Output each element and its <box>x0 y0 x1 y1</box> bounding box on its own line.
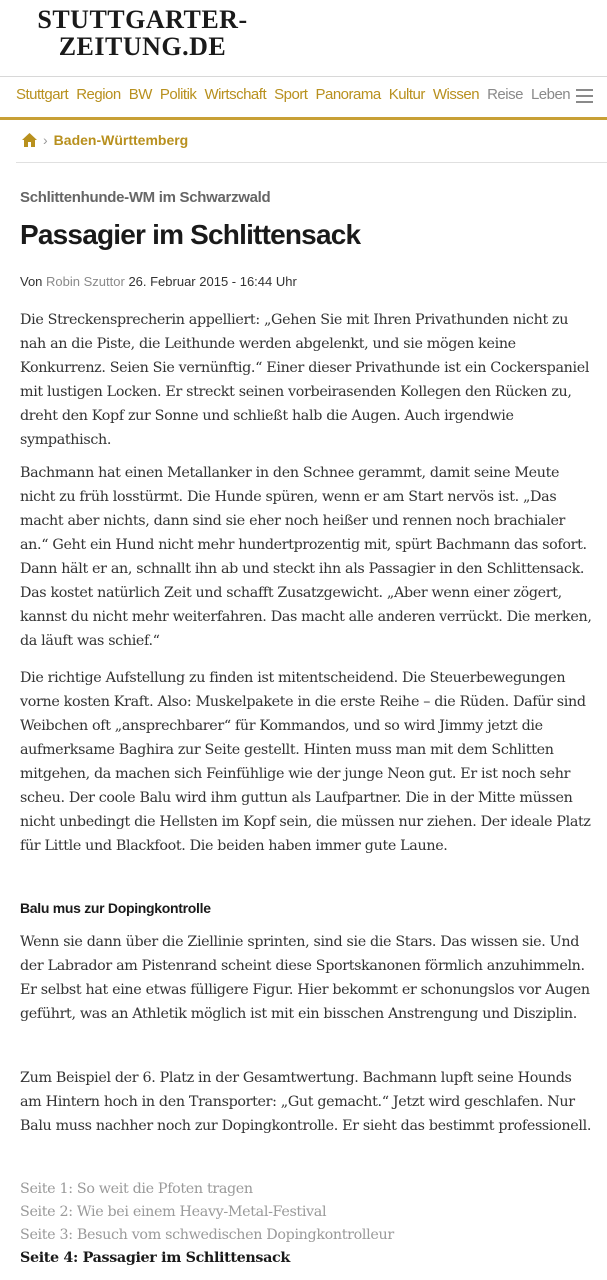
page-current-4: Seite 4: Passagier im Schlittensack <box>20 1250 290 1266</box>
nav-item-bw[interactable]: BW <box>128 86 152 103</box>
hamburger-menu-icon[interactable] <box>576 89 593 103</box>
nav-item-kultur[interactable]: Kultur <box>388 86 425 103</box>
nav-item-stuttgart[interactable]: Stuttgart <box>16 86 69 103</box>
main-navigation <box>0 76 607 120</box>
nav-item-panorama[interactable]: Panorama <box>315 86 381 103</box>
page-link-3[interactable]: Seite 3: Besuch vom schwedischen Dopingkontrolleur <box>20 1227 394 1243</box>
article-title: Passagier im Schlittensack <box>20 219 361 250</box>
nav-item-wirtschaft[interactable]: Wirtschaft <box>204 86 267 103</box>
breadcrumb-separator: › <box>43 132 48 148</box>
breadcrumb <box>22 132 188 148</box>
section-divider <box>16 162 607 163</box>
logo-line-2: ZEITUNG.DE <box>58 32 227 61</box>
article-paragraph: Wenn sie dann über die Ziellinie sprinten, sind sie die Stars. Das wissen sie. Und der Labrador am Pistenrand scheint diese Sportskanonen förmlich anzuhimmeln. Er selbst hat eine etwas fülligere Figur. Hier bekommt er schonungslos vor Augen geführt, was an Athletik möglich ist mit ein bisschen Anstrengung und Disziplin. <box>20 934 590 1022</box>
article-pagination <box>20 1178 394 1270</box>
nav-item-leben[interactable]: Leben <box>530 86 571 103</box>
nav-item-politik[interactable]: Politik <box>159 86 197 103</box>
logo-line-1: STUTTGARTER- <box>37 5 248 34</box>
publish-date: 26. Februar 2015 - 16:44 Uhr <box>128 274 297 289</box>
nav-item-wissen[interactable]: Wissen <box>432 86 480 103</box>
author-link[interactable]: Robin Szuttor <box>46 274 125 289</box>
site-logo[interactable] <box>0 6 285 60</box>
nav-item-reise[interactable]: Reise <box>487 86 523 103</box>
nav-item-region[interactable]: Region <box>76 86 121 103</box>
breadcrumb-section-link[interactable]: Baden-Württemberg <box>53 132 189 148</box>
nav-item-sport[interactable]: Sport <box>274 86 308 103</box>
article-paragraph: Die Streckensprecherin appelliert: „Gehen Sie mit Ihren Privathunden nicht zu nah an die Piste, die Leithunde werden abgelenkt, und sie mögen keine Konkurrenz. Seien Sie vernünftig.“ Einer dieser Privathunde ist ein Cockerspaniel mit lustigen Locken. Er streckt seinen vorbeirasenden Kollegen den Rücken zu, dreht den Kopf zur Sonne und schließt halb die Augen. Auch irgendwie sympathisch. <box>20 312 590 448</box>
page-link-2[interactable]: Seite 2: Wie bei einem Heavy-Metal-Festival <box>20 1204 327 1220</box>
article-kicker: Schlittenhunde-WM im Schwarzwald <box>20 189 271 206</box>
article-paragraph: Zum Beispiel der 6. Platz in der Gesamtwertung. Bachmann lupft seine Hounds am Hintern hoch in den Transporter: „Gut gemacht.“ Jetzt wird geschlafen. Nur Balu muss nachher noch zur Dopingkontrolle. Er sieht das bestimmt professionell. <box>20 1070 592 1134</box>
article-paragraph: Die richtige Aufstellung zu finden ist mitentscheidend. Die Steuerbewegungen vorne kosten Kraft. Also: Muskelpakete in die erste Reihe – die Rüden. Dafür sind Weibchen oft „ansprechbarer“ für Kommandos, und so wird Jimmy jetzt die aufmerksame Baghira zur Seite gestellt. Hinten muss man mit dem Schlitten mitgehen, da machen sich Feinfühlige wie der junge Neon gut. Er ist noch sehr scheu. Der coole Balu wird ihm guttun als Laufpartner. Die in der Mitte müssen nicht unbedingt die Hellsten im Kopf sein, die müssen nur ziehen. Der ideale Platz für Little und Blackfoot. Die beiden haben immer gute Laune. <box>20 670 591 854</box>
byline-prefix: Von <box>20 274 43 289</box>
home-icon[interactable] <box>22 133 37 147</box>
article-byline <box>20 274 297 289</box>
article-paragraph: Bachmann hat einen Metallanker in den Schnee gerammt, damit seine Meute nicht zu früh losstürmt. Die Hunde spüren, wenn er am Start nervös ist. „Das macht aber nichts, dann sind sie eher noch heißer und rennen noch brachialer an.“ Geht ein Hund nicht mehr hundertprozentig mit, spürt Bachmann das sofort. Dann hält er an, schnallt ihn ab und steckt ihn als Passagier in den Schlittensack. Das kostet natürlich Zeit und schafft Zusatzgewicht. „Aber wenn einer zögert, kannst du nicht mehr weiterfahren. Das macht alle anderen verrückt. Die merken, da läuft was schief.“ <box>20 465 592 649</box>
page-link-1[interactable]: Seite 1: So weit die Pfoten tragen <box>20 1181 253 1197</box>
article-subheading: Balu mus zur Dopingkontrolle <box>20 900 211 916</box>
